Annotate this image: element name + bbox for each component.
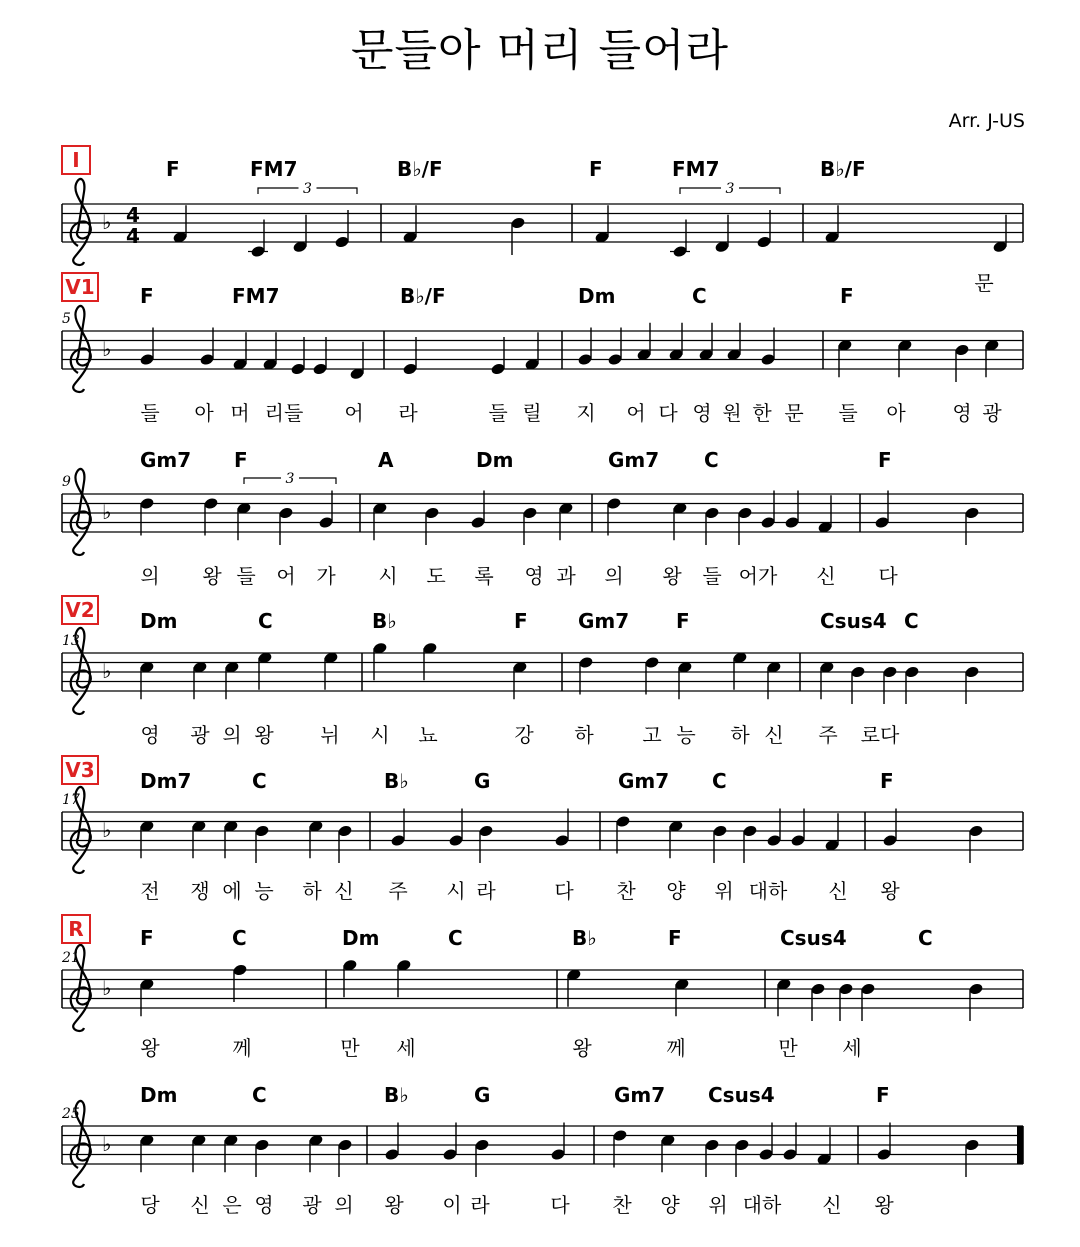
lyric-syllable: 시 (446, 879, 466, 903)
lyric-syllable: 왕 (140, 1036, 160, 1060)
chord-symbol: C (448, 926, 463, 950)
lyric-syllable: 뉘 (320, 723, 340, 747)
lyric-syllable: 대하 (742, 1193, 782, 1217)
lyric-syllable: 에 (222, 879, 242, 903)
chord-symbol: F (676, 609, 690, 633)
staff-system (62, 273, 1023, 392)
lyric-syllable: 시 (370, 723, 390, 747)
chord-symbol: FM7 (232, 284, 280, 308)
tuplet-number: 3 (725, 181, 735, 197)
lyric-syllable: 주 (388, 879, 408, 903)
lyric-syllable: 왕 (384, 1193, 404, 1217)
lyric-syllable: 어 (626, 401, 646, 425)
lyric-syllable: 왕 (202, 564, 222, 588)
lyric-syllable: 대하 (748, 879, 788, 903)
measure-number: 9 (62, 474, 71, 490)
chord-symbol: Dm (476, 448, 514, 472)
key-signature-flat: ♭ (102, 337, 112, 361)
lyric-syllable: 은 (222, 1193, 242, 1217)
chord-symbol: Gm7 (614, 1083, 666, 1107)
tuplet-number: 3 (285, 471, 295, 487)
lyric-syllable: 시 (378, 564, 398, 588)
lyric-syllable: 들 (702, 564, 722, 588)
chord-symbol: Csus4 (780, 926, 847, 950)
chord-symbol: Csus4 (708, 1083, 775, 1107)
measure-number: 25 (62, 1106, 80, 1122)
measure-number: 21 (62, 950, 80, 966)
chord-symbol: C (904, 609, 919, 633)
measure-number: 13 (62, 633, 80, 649)
lyric-syllable: 께 (232, 1036, 252, 1060)
lyric-syllable: 문 (784, 401, 804, 425)
lyric-syllable: 당 (140, 1193, 160, 1217)
treble-clef-icon (71, 179, 91, 265)
lyric-syllable: 광 (302, 1193, 322, 1217)
lyric-syllable: 세 (842, 1036, 862, 1060)
staff-system (62, 469, 1023, 555)
lyric-syllable: 영 (140, 723, 160, 747)
lyric-syllable: 강 (514, 723, 534, 747)
lyric-syllable: 라 (476, 879, 496, 903)
lyric-syllable: 신 (764, 723, 784, 747)
chord-symbol: Csus4 (820, 609, 887, 633)
section-marker: V1 (65, 275, 95, 299)
lyric-syllable: 한 (752, 401, 772, 425)
lyric-syllable: 다 (658, 401, 678, 425)
lyric-syllable: 들 (838, 401, 858, 425)
chord-symbol: C (712, 769, 727, 793)
lyric-syllable: 광 (982, 401, 1002, 425)
lyric-syllable: 다 (550, 1193, 570, 1217)
lyric-syllable: 세 (396, 1036, 416, 1060)
measure-number: 17 (62, 792, 80, 808)
chord-symbol: A (378, 448, 394, 472)
chord-symbol: Gm7 (608, 448, 660, 472)
lyric-syllable: 가 (316, 564, 336, 588)
lyric-syllable: 양 (666, 879, 686, 903)
lyric-syllable: 들 (488, 401, 508, 425)
chord-symbol: F (876, 1083, 890, 1107)
lyric-syllable: 만 (340, 1036, 360, 1060)
lyric-syllable: 고 (642, 723, 662, 747)
lyric-syllable: 지 (576, 401, 596, 425)
measure-number: 5 (62, 311, 71, 327)
lyric-syllable: 뇨 (418, 723, 438, 747)
lyric-syllable: 신 (822, 1193, 842, 1217)
lyric-syllable: 능 (676, 723, 696, 747)
lyric-syllable: 신 (828, 879, 848, 903)
section-marker: V3 (65, 758, 95, 782)
chord-symbol: Dm (578, 284, 616, 308)
section-marker: V2 (65, 598, 95, 622)
lyric-syllable: 릴 (522, 401, 542, 425)
lyric-syllable: 로다 (860, 723, 900, 747)
treble-clef-icon (71, 306, 91, 392)
lyric-syllable: 전 (140, 879, 160, 903)
lyric-syllable: 어 (344, 401, 364, 425)
chord-symbol: F (514, 609, 528, 633)
key-signature-flat: ♭ (102, 976, 112, 1000)
chord-symbol: B♭ (372, 609, 397, 633)
chord-symbol: B♭ (384, 1083, 409, 1107)
lyric-syllable: 왕 (874, 1193, 894, 1217)
chord-symbol: FM7 (672, 157, 720, 181)
lyric-syllable: 왕 (880, 879, 900, 903)
chord-symbol: F (140, 284, 154, 308)
lyric-syllable: 께 (666, 1036, 686, 1060)
lyric-syllable: 광 (190, 723, 210, 747)
lyric-syllable: 능 (254, 879, 274, 903)
key-signature-flat: ♭ (102, 210, 112, 234)
chord-symbol: C (252, 1083, 267, 1107)
lyric-syllable: 만 (778, 1036, 798, 1060)
lyric-syllable: 의 (334, 1193, 354, 1217)
lyric-syllable: 위 (714, 879, 734, 903)
section-marker: R (68, 917, 84, 941)
staff-system (62, 915, 1023, 1031)
lyric-syllable: 주 (818, 723, 838, 747)
chord-symbol: B♭/F (397, 157, 443, 181)
key-signature-flat: ♭ (102, 500, 112, 524)
chord-symbol: F (668, 926, 682, 950)
lyric-syllable: 어가 (738, 564, 778, 588)
chord-symbol: FM7 (250, 157, 298, 181)
lyric-syllable: 들 (140, 401, 160, 425)
lyric-syllable: 왕 (662, 564, 682, 588)
lyric-syllable: 이 (442, 1193, 462, 1217)
lyric-syllable: 의 (604, 564, 624, 588)
chord-symbol: C (232, 926, 247, 950)
chord-symbol: C (692, 284, 707, 308)
lyric-syllable: 록 (474, 564, 494, 588)
lyric-syllable: 신 (816, 564, 836, 588)
lyric-syllable: 영 (254, 1193, 274, 1217)
lyric-syllable: 찬 (612, 1193, 632, 1217)
lyric-syllable: 원 (722, 401, 742, 425)
lyric-syllable: 리들 (264, 401, 304, 425)
chord-symbol: F (140, 926, 154, 950)
chord-symbol: Dm7 (140, 769, 192, 793)
lyric-syllable: 다 (554, 879, 574, 903)
treble-clef-icon (71, 469, 91, 555)
lyric-syllable: 어 (276, 564, 296, 588)
chord-symbol: C (918, 926, 933, 950)
lyric-syllable: 의 (222, 723, 242, 747)
lyric-syllable: 왕 (254, 723, 274, 747)
chord-symbol: F (589, 157, 603, 181)
time-signature-bottom: 4 (126, 224, 140, 248)
lyric-syllable: 과 (556, 564, 576, 588)
lyric-syllable: 영 (692, 401, 712, 425)
lyric-syllable: 영 (524, 564, 544, 588)
staff-system (62, 1101, 1023, 1187)
lyric-syllable: 도 (426, 564, 446, 588)
chord-symbol: Gm7 (140, 448, 192, 472)
lyric-syllable: 신 (334, 879, 354, 903)
staff-system (62, 146, 1023, 265)
lyric-syllable: 신 (190, 1193, 210, 1217)
lyric-syllable: 쟁 (190, 879, 210, 903)
chord-symbol: Dm (140, 609, 178, 633)
chord-symbol: B♭/F (400, 284, 446, 308)
staff-system (62, 756, 1023, 873)
lyric-syllable: 아 (886, 401, 906, 425)
chord-symbol: G (474, 769, 491, 793)
lyric-syllable: 왕 (572, 1036, 592, 1060)
lyric-syllable: 문 (974, 271, 994, 295)
song-title: 문들아 머리 들어라 (350, 25, 729, 76)
chord-symbol: G (474, 1083, 491, 1107)
chord-symbol: F (880, 769, 894, 793)
arranger-credit: Arr. J-US (948, 110, 1025, 132)
chord-symbol: B♭ (572, 926, 597, 950)
lyric-syllable: 위 (708, 1193, 728, 1217)
key-signature-flat: ♭ (102, 659, 112, 683)
lyric-syllable: 영 (952, 401, 972, 425)
chord-symbol: C (258, 609, 273, 633)
tuplet-number: 3 (303, 181, 312, 197)
chord-symbol: Gm7 (618, 769, 670, 793)
lyric-syllable: 다 (878, 564, 898, 588)
final-barline (1017, 1126, 1023, 1164)
chord-symbol: F (166, 157, 180, 181)
chord-symbol: Gm7 (578, 609, 630, 633)
lyric-syllable: 의 (140, 564, 160, 588)
chord-symbol: Dm (342, 926, 380, 950)
section-marker: I (72, 148, 80, 172)
lyric-syllable: 라 (470, 1193, 490, 1217)
chord-symbol: F (234, 448, 248, 472)
lyric-syllable: 찬 (616, 879, 636, 903)
chord-symbol: B♭ (384, 769, 409, 793)
chord-symbol: F (878, 448, 892, 472)
lyric-syllable: 아 (194, 401, 214, 425)
chord-symbol: Dm (140, 1083, 178, 1107)
lyric-syllable: 들 (236, 564, 256, 588)
chord-symbol: C (252, 769, 267, 793)
lyric-syllable: 하 (730, 723, 750, 747)
chord-symbol: F (840, 284, 854, 308)
lyric-syllable: 양 (660, 1193, 680, 1217)
chord-symbol: B♭/F (820, 157, 866, 181)
key-signature-flat: ♭ (102, 1132, 112, 1156)
key-signature-flat: ♭ (102, 818, 112, 842)
lyric-syllable: 라 (398, 401, 418, 425)
lyric-syllable: 하 (574, 723, 594, 747)
time-signature-top: 4 (126, 203, 140, 227)
lyric-syllable: 머 (230, 401, 250, 425)
lyric-syllable: 하 (302, 879, 322, 903)
chord-symbol: C (704, 448, 719, 472)
